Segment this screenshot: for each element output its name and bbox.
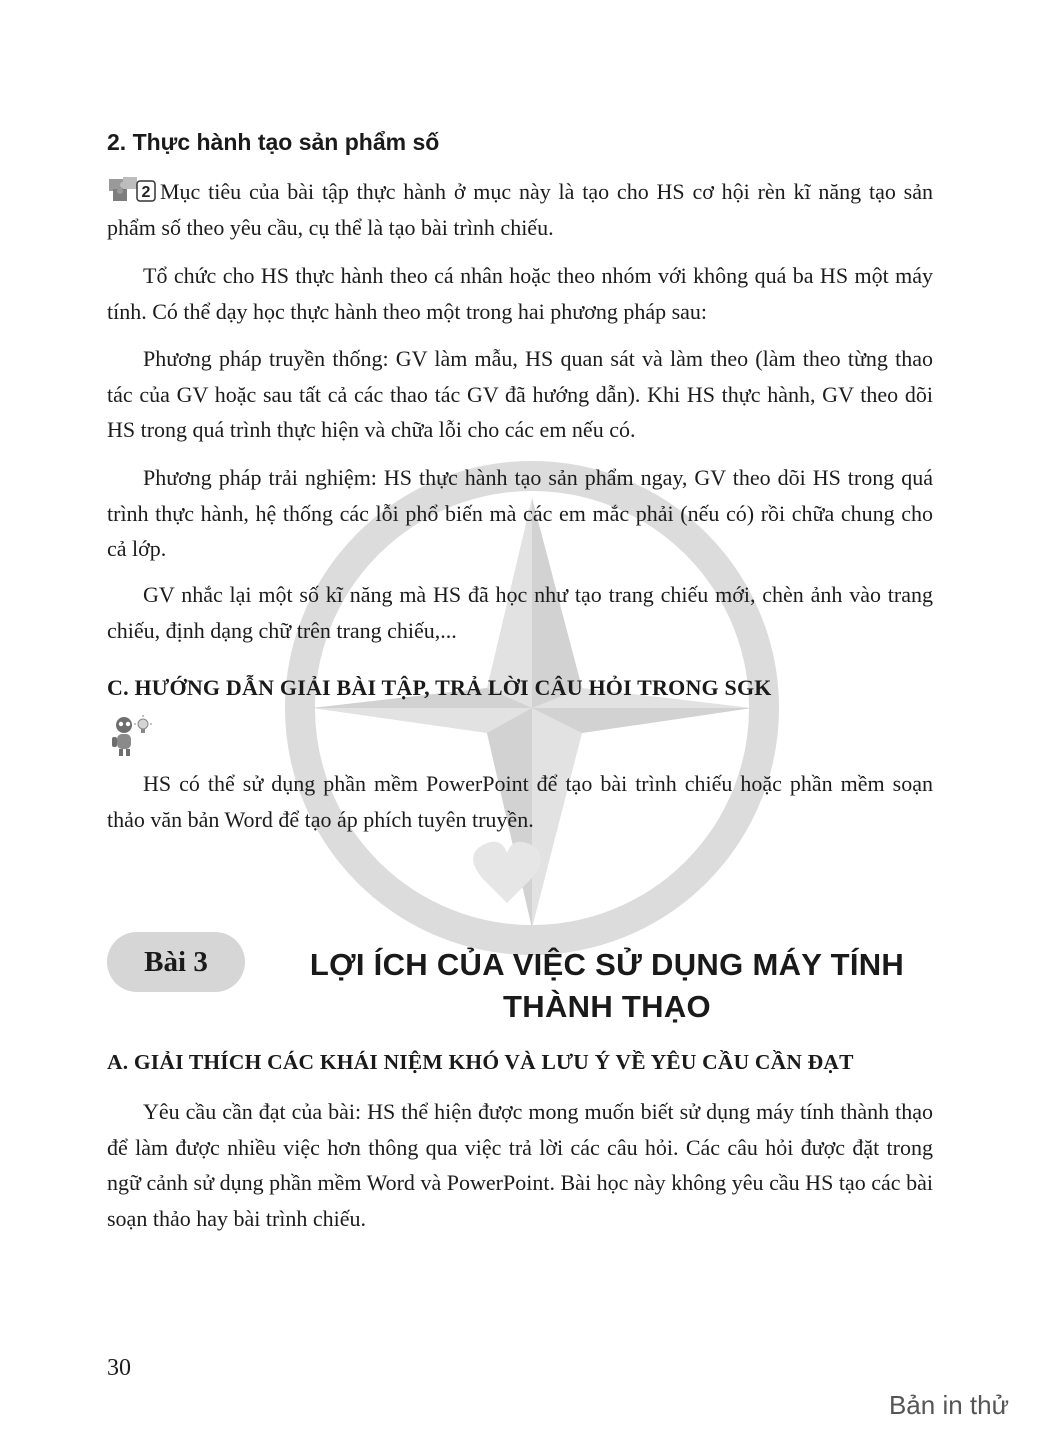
svg-text:2: 2 xyxy=(141,184,151,201)
robot-lightbulb-icon xyxy=(107,714,153,758)
paragraph-traditional-method: Phương pháp truyền thống: GV làm mẫu, HS quan sát và làm theo (làm theo từng thao tác của GV hoặc sau tất cả các thao tác GV đã hướng dẫn). Khi HS thực hành, GV theo dõi HS trong quá trình thực hiện và chữa lỗi cho các em nếu có. xyxy=(107,346,933,442)
lesson-title xyxy=(262,944,952,1028)
lesson-title-line-2: THÀNH THẠO xyxy=(503,989,711,1024)
section-a-heading: A. GIẢI THÍCH CÁC KHÁI NIỆM KHÓ VÀ LƯU Ý VỀ YÊU CẦU CẦN ĐẠT xyxy=(107,1050,854,1074)
page-number: 30 xyxy=(107,1355,131,1381)
paragraph-objective-text: Mục tiêu của bài tập thực hành ở mục này là tạo cho HS cơ hội rèn kĩ năng tạo sản phẩm số theo yêu cầu, cụ thể là tạo bài trình chiếu. xyxy=(107,179,933,240)
paragraph-requirements: Yêu cầu cần đạt của bài: HS thể hiện được mong muốn biết sử dụng máy tính thành thạo để làm được nhiều việc hơn thông qua việc trả lời các câu hỏi. Các câu hỏi được đặt trong ngữ cảnh sử dụng phần mềm Word và PowerPoint. Bài học này không yêu cầu HS tạo các bài soạn thảo hay bài trình chiếu. xyxy=(107,1099,933,1231)
paragraph-answer-guide: HS có thể sử dụng phần mềm PowerPoint để tạo bài trình chiếu hoặc phần mềm soạn thảo văn bản Word để tạo áp phích tuyên truyền. xyxy=(107,771,933,832)
section-2-heading: 2. Thực hành tạo sản phẩm số xyxy=(107,129,440,155)
paragraph-experiential-method: Phương pháp trải nghiệm: HS thực hành tạo sản phẩm ngay, GV theo dõi HS trong quá trình thực hành, hệ thống các lỗi phổ biến mà các em mắc phải (nếu có) rồi chữa chung cho cả lớp. xyxy=(107,465,933,561)
puzzle-icon xyxy=(107,175,157,203)
paragraph-organize: Tổ chức cho HS thực hành theo cá nhân hoặc theo nhóm với không quá ba HS một máy tính. Có thể dạy học thực hành theo một trong hai phương pháp sau: xyxy=(107,263,933,324)
section-c-heading: C. HƯỚNG DẪN GIẢI BÀI TẬP, TRẢ LỜI CÂU HỎI TRONG SGK xyxy=(107,675,772,700)
lesson-badge: Bài 3 xyxy=(107,932,245,992)
lesson-title-line-1: LỢI ÍCH CỦA VIỆC SỬ DỤNG MÁY TÍNH xyxy=(309,947,905,982)
paragraph-recap-skills: GV nhắc lại một số kĩ năng mà HS đã học như tạo trang chiếu mới, chèn ảnh vào trang chiếu, định dạng chữ trên trang chiếu,... xyxy=(107,582,933,643)
paragraph-objective xyxy=(107,174,933,245)
proof-label: Bản in thử xyxy=(888,1390,1009,1420)
